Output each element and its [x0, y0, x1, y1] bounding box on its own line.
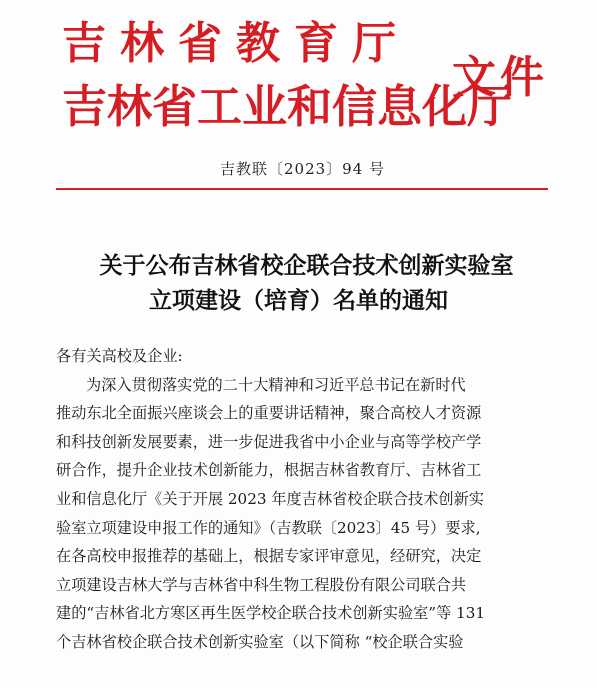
body-line: 验室立项建设申报工作的通知》（吉教联〔2023〕45 号）要求,: [56, 518, 481, 537]
body-line: 个吉林省校企联合技术创新实验室（以下简称 “校企联合实验: [56, 632, 464, 651]
issuer-line-education: 吉林省教育厅: [62, 18, 410, 69]
body-line: 业和信息化厅《关于开展 2023 年度吉林省校企联合技术创新实: [56, 489, 484, 508]
notice-title-line-2: 立项建设（培育）名单的通知: [149, 288, 448, 314]
body-line: 在各高校申报推荐的基础上，根据专家评审意见，经研究，决定: [56, 547, 482, 566]
body-line: 建的“吉林省北方寒区再生医学校企联合技术创新实验室”等 131: [56, 604, 486, 623]
red-divider-line: [56, 188, 548, 190]
document-number: 吉教联〔2023〕94 号: [219, 160, 386, 178]
body-line: 为深入贯彻落实党的二十大精神和习近平总书记在新时代: [86, 375, 466, 394]
body-line: 和科技创新发展要素，进一步促进我省中小企业与高等学校产学: [56, 432, 482, 451]
body-line: 研合作，提升企业技术创新能力，根据吉林省教育厅、吉林省工: [56, 461, 482, 480]
body-line: 推动东北全面振兴座谈会上的重要讲话精神，聚合高校人才资源: [56, 404, 482, 423]
salutation: 各有关高校及企业:: [56, 347, 183, 365]
issuer-line-industry: 吉林省工业和信息化厅: [62, 80, 513, 133]
body-line: 立项建设吉林大学与吉林省中科生物工程股份有限公司联合共: [56, 575, 467, 594]
document-word: 文件: [452, 52, 548, 103]
notice-body: [56, 342, 556, 657]
notice-title-line-1: 关于公布吉林省校企联合技术创新实验室: [99, 253, 514, 279]
